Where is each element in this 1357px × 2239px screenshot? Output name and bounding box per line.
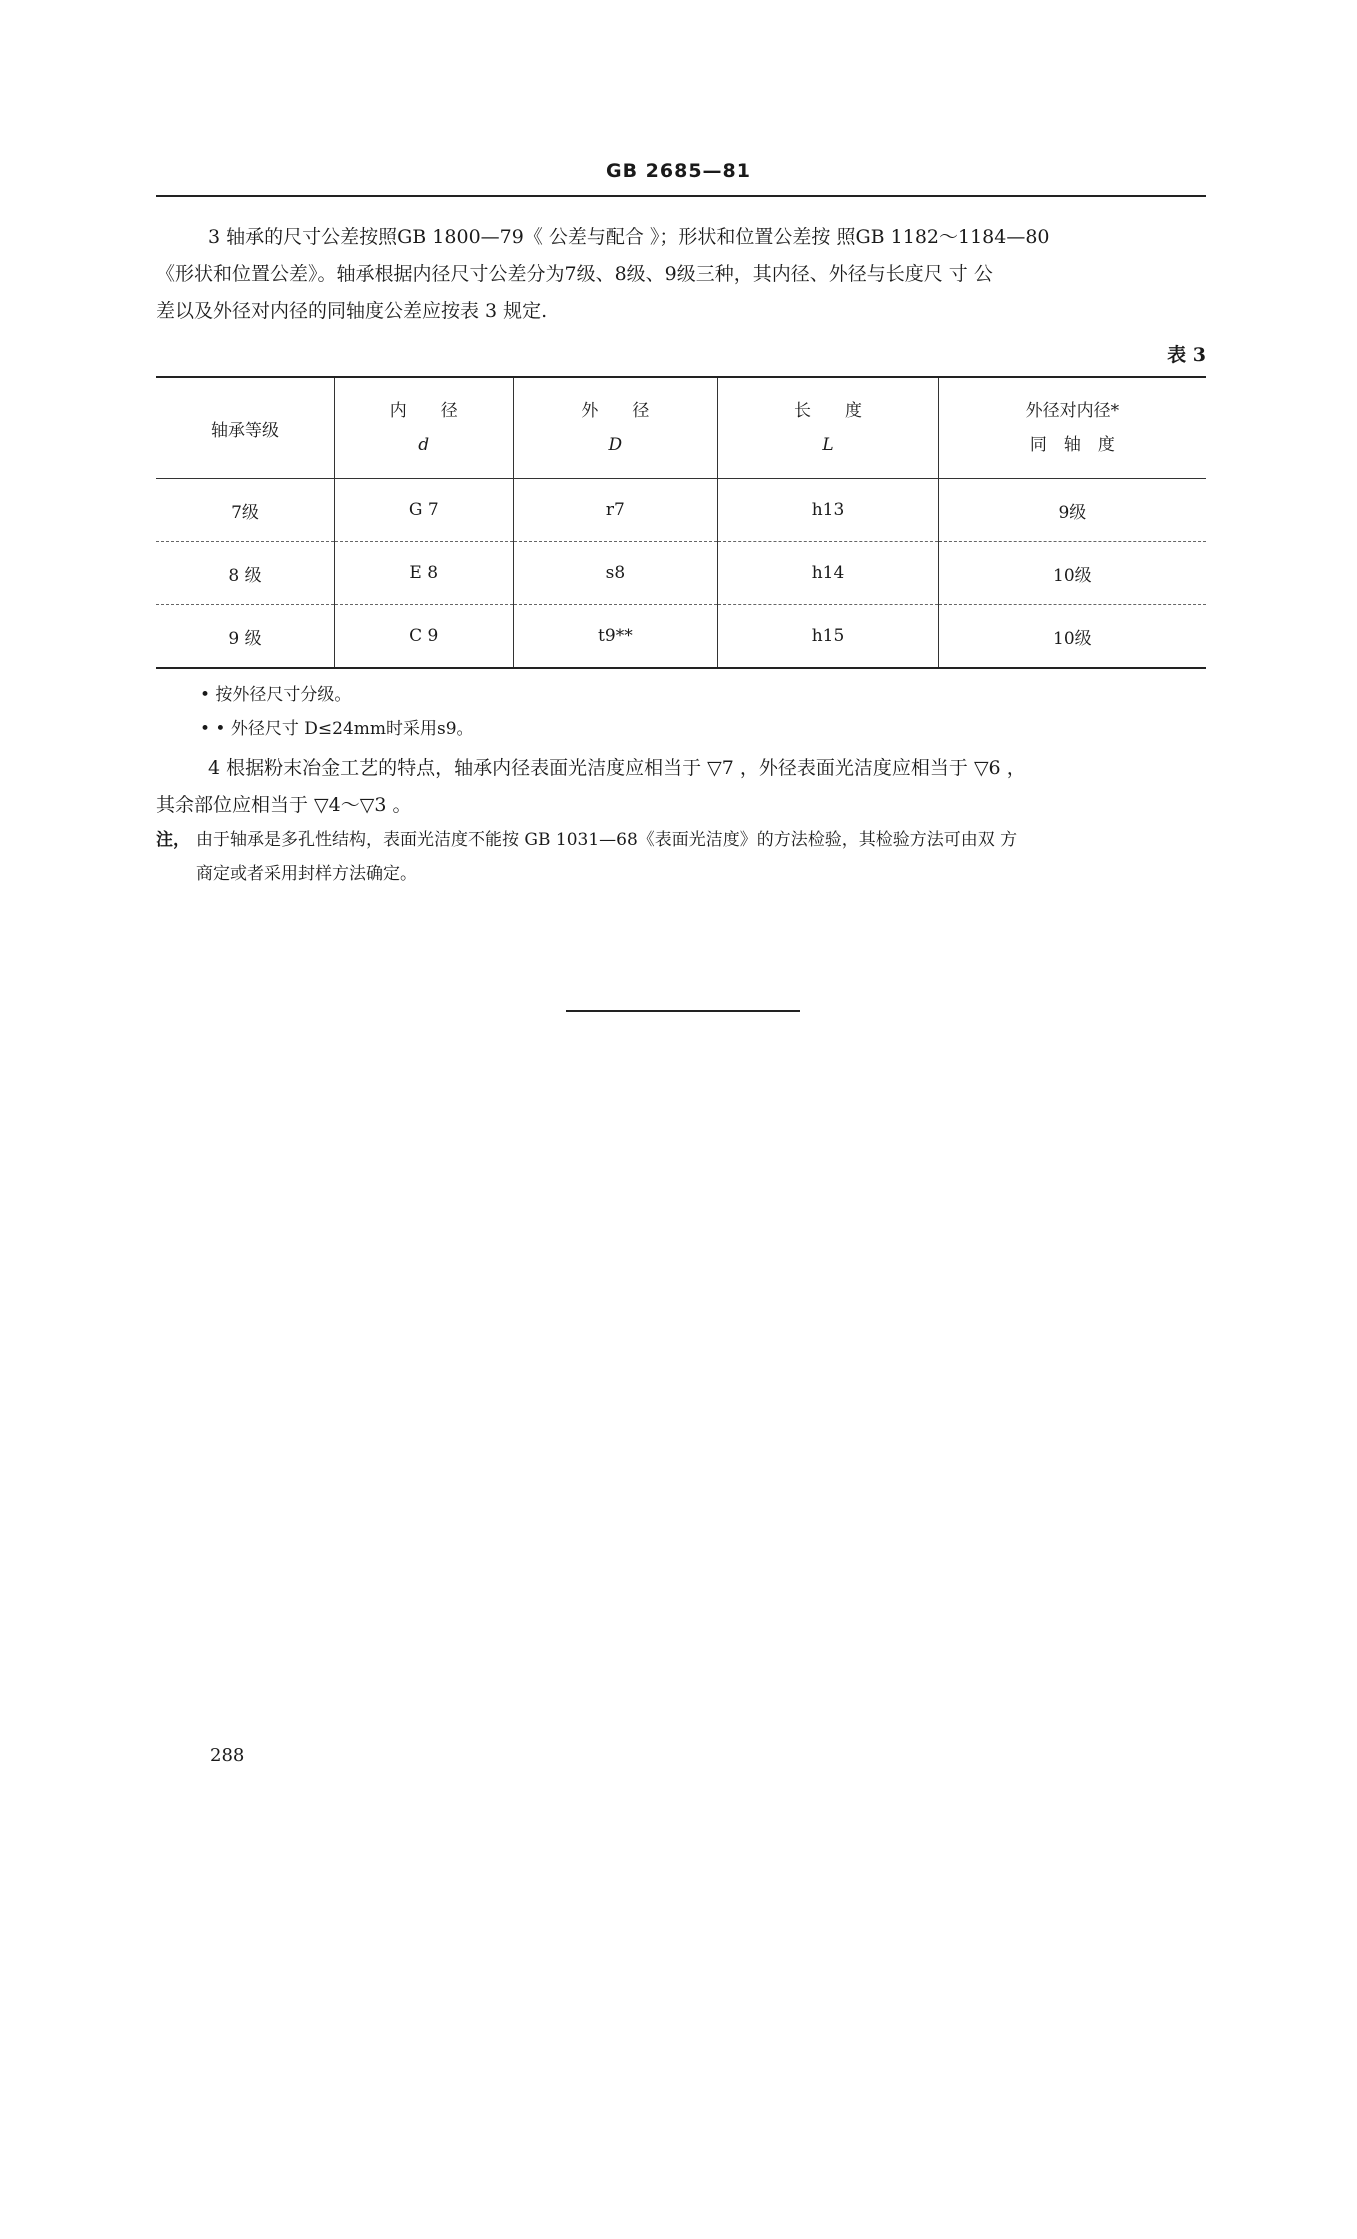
- cell-outer: t9**: [513, 605, 718, 669]
- header-length-symbol: L: [822, 435, 834, 455]
- cell-outer: r7: [513, 479, 718, 542]
- clause-3-line-3: 差以及外径对内径的同轴度公差应按表 3 规定.: [156, 300, 548, 322]
- cell-coax: 9级: [938, 479, 1206, 542]
- cell-inner: G 7: [335, 479, 514, 542]
- clause-3-paragraph: [156, 219, 1206, 330]
- footnote-2: • • 外径尺寸 D≤24mm时采用s9。: [200, 719, 474, 739]
- note-label: 注，: [156, 830, 190, 850]
- header-outer-diameter: [513, 377, 718, 479]
- header-length: [718, 377, 939, 479]
- cell-inner: C 9: [335, 605, 514, 669]
- header-coax-line-1: 外径对内径*: [1025, 401, 1120, 421]
- clause-3-line-2: 《形状和位置公差》。轴承根据内径尺寸公差分为7级、8级、9级三种，其内径、外径与长度尺 寸 公: [156, 263, 993, 285]
- clause-4-line-2: 其余部位应相当于 ▽4～▽3 。: [156, 794, 412, 816]
- cell-length: h15: [718, 605, 939, 669]
- clause-4-line-1: 4 根据粉末冶金工艺的特点，轴承内径表面光洁度应相当于 ▽7 ，外径表面光洁度应相当于 ▽6 ，: [208, 757, 1026, 779]
- page-number: 288: [210, 1745, 245, 1766]
- header-inner-label: 内 径: [389, 401, 458, 421]
- table-row: [156, 542, 1206, 605]
- end-rule: [566, 1010, 800, 1012]
- clause-4-paragraph: [156, 750, 1206, 824]
- table-footnotes: [200, 678, 474, 746]
- standard-code-header: GB 2685—81: [605, 160, 751, 182]
- note-block: [156, 823, 1206, 891]
- clause-3-line-1: 3 轴承的尺寸公差按照GB 1800—79《 公差与配合 》；形状和位置公差按 照GB 1182～1184—80: [208, 226, 1050, 248]
- header-rule: [156, 195, 1206, 197]
- table-header-row: [156, 377, 1206, 479]
- cell-grade: 7级: [156, 479, 335, 542]
- cell-inner: E 8: [335, 542, 514, 605]
- table-title: 表 3: [1167, 344, 1206, 366]
- header-inner-diameter: [335, 377, 514, 479]
- cell-grade: 9 级: [156, 605, 335, 669]
- cell-coax: 10级: [938, 605, 1206, 669]
- header-outer-symbol: D: [608, 435, 623, 455]
- footnote-1: • 按外径尺寸分级。: [200, 685, 352, 705]
- header-outer-label: 外 径: [581, 401, 650, 421]
- note-line-1: 由于轴承是多孔性结构，表面光洁度不能按 GB 1031—68《表面光洁度》的方法检验，其检验方法可由双 方: [196, 830, 1018, 850]
- cell-grade: 8 级: [156, 542, 335, 605]
- note-line-2: 商定或者采用封样方法确定。: [196, 864, 417, 884]
- header-coaxiality: [938, 377, 1206, 479]
- header-grade: 轴承等级: [156, 377, 335, 479]
- header-coax-line-2: 同 轴 度: [1029, 435, 1115, 455]
- header-length-label: 长 度: [794, 401, 862, 421]
- table-row: [156, 479, 1206, 542]
- cell-outer: s8: [513, 542, 718, 605]
- cell-length: h13: [718, 479, 939, 542]
- table-row: [156, 605, 1206, 669]
- header-inner-symbol: d: [418, 435, 430, 455]
- cell-coax: 10级: [938, 542, 1206, 605]
- cell-length: h14: [718, 542, 939, 605]
- tolerance-table: [156, 376, 1206, 669]
